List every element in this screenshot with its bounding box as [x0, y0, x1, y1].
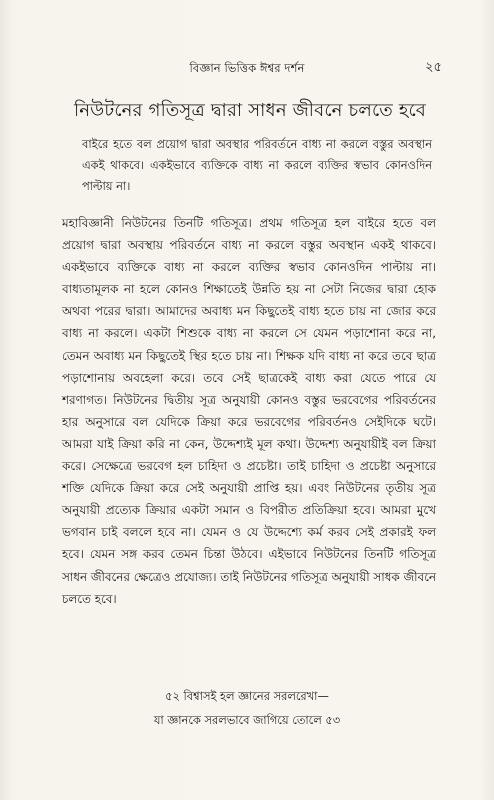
page-number: ২৫: [425, 60, 442, 75]
footer-quote-line-2: যা জ্ঞানকে সরলভাবে জাগিয়ে তোলে ৫৩: [153, 713, 341, 727]
body-text: [62, 212, 436, 610]
footer-quote-line-1: ৫২ বিশ্বাসই হল জ্ঞানের সরলরেখা—: [165, 689, 329, 703]
running-title: বিজ্ঞান ভিত্তিক ঈশ্বর দর্শন: [189, 61, 305, 75]
footer-quote: [0, 684, 494, 732]
chapter-title: নিউটনের গতিসূত্র দ্বারা সাধন জীবনে চলতে হবে: [74, 100, 426, 121]
running-header: [0, 58, 494, 78]
body-paragraph: মহাবিজ্ঞানী নিউটনের তিনটি গতিসূত্র। প্রথম গতিসূত্র হল বাইরে হতে বল প্রয়োগ দ্বারা অবস্থায় পরিবর্তনে বাধ্য না করলে বস্তুর অবস্থান একই থাকবে। একইভাবে ব্যক্তিকে বাধ্য না করলে ব্যক্তির স্বভাব কোনওদিন পাল্টায় না। বাধ্যতামূলক না হলে কোনও শিক্ষাতেই উন্নতি হয় না সেটা নিজের দ্বারা হোক অথবা পরের দ্বারা। আমাদের অবাধ্য মন কিছুতেই বাধ্য হতে চায় না জোর করে বাধ্য না করলে। একটা শিশুকে বাধ্য না করলে সে যেমন পড়াশোনা করে না, তেমন অবাধ্য মন কিছুতেই স্থির হতে চায় না। শিক্ষক যদি বাধ্য না করে তবে ছাত্র পড়াশোনায় অবহেলা করে। তবে সেই ছাত্রকেই বাধ্য করা যেতে পারে যে শরণাগত। নিউটনের দ্বিতীয় সূত্র অনুযায়ী কোনও বস্তুর ভরবেগের পরিবর্তনের হার অনুসারে বল যেদিকে ক্রিয়া করে ভরবেগের পরিবর্তনও সেইদিকে ঘটে। আমরা যাই ক্রিয়া করি না কেন, উদ্দেশ্যই মূল কথা। উদ্দেশ্য অনুযায়ীই বল ক্রিয়া করে। সেক্ষেত্রে ভরবেগ হল চাহিদা ও প্রচেষ্টা। তাই চাহিদা ও প্রচেষ্টা অনুসারে শক্তি যেদিকে ক্রিয়া করে সেই অনুযায়ী প্রাপ্তি হয়। এবং নিউটনের তৃতীয় সূত্র অনুযায়ী প্রত্যেক ক্রিয়ার একটা সমান ও বিপরীত প্রতিক্রিয়া হবে। আমরা মুখে ভগবান চাই বললে হবে না। যেমন ও যে উদ্দেশ্যে কর্ম করব সেই প্রকারই ফল হবে। যেমন সঙ্গ করব তেমন চিন্তা উঠবে। এইভাবে নিউটনের তিনটি গতিসূত্র সাধন জীবনের ক্ষেত্রেও প্রযোজ্য। তাই নিউটনের গতিসূত্র অনুযায়ী সাধক জীবনে চলতে হবে।: [62, 216, 437, 606]
epigraph: [82, 134, 432, 197]
epigraph-text: বাইরে হতে বল প্রয়োগ দ্বারা অবস্থার পরিবর্তনে বাধ্য না করলে বস্তুর অবস্থান একই থাকবে। একইভাবে ব্যক্তিকে বাধ্য না করলে ব্যক্তির স্বভাব কোনওদিন পাল্টায় না।: [82, 137, 432, 193]
